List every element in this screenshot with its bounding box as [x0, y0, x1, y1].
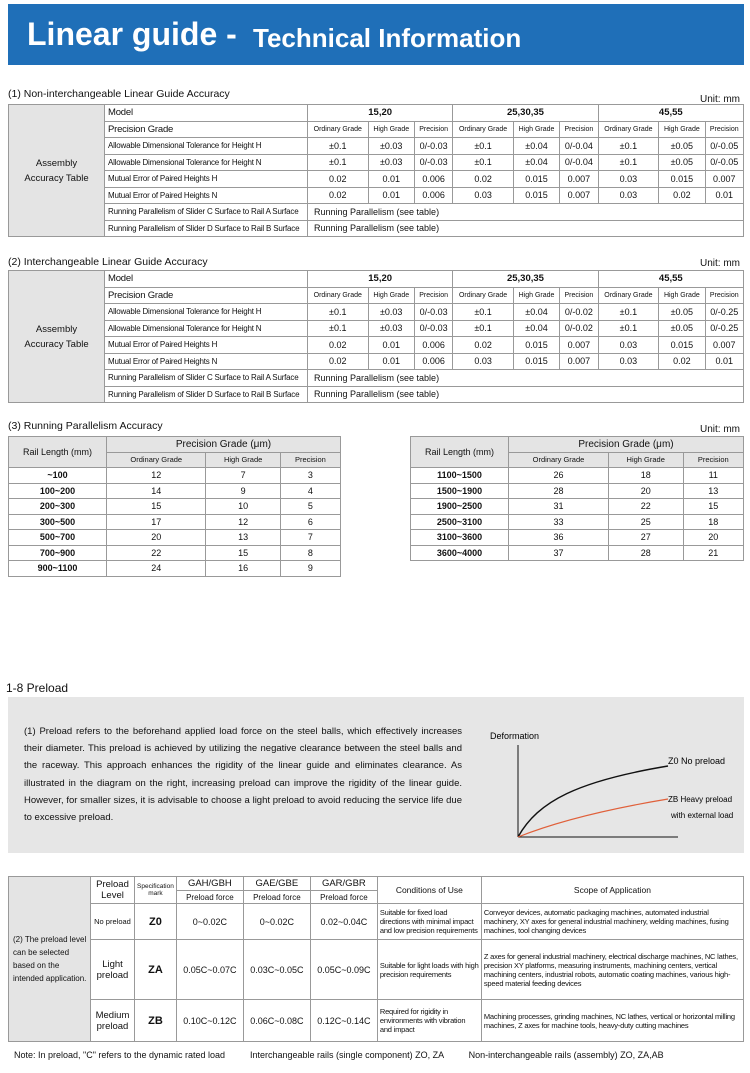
sec2-title: (2) Interchangeable Linear Guide Accuracy: [8, 256, 208, 268]
span-value: Running Parallelism (see table): [308, 386, 744, 403]
sec2-accuracy-table: [8, 270, 744, 403]
value-cell: ±0.1: [308, 154, 369, 171]
value-cell: 12: [107, 468, 206, 484]
row-label: Running Parallelism of Slider C Surface to Rail A Surface: [105, 370, 308, 387]
value-cell: ±0.05: [659, 304, 705, 321]
value-cell: 0.03: [598, 353, 659, 370]
value-cell: 0.015: [513, 353, 559, 370]
value-cell: ±0.04: [513, 304, 559, 321]
rail-length-header: Rail Length (mm): [9, 437, 107, 468]
series-header: GAH/GBH: [176, 877, 243, 891]
value-cell: 20: [683, 530, 743, 546]
value-cell: 15: [107, 499, 206, 515]
grade-header: Ordinary Grade: [598, 121, 659, 138]
value-cell: 0.01: [368, 187, 414, 204]
preload-force-header: Preload force: [243, 891, 310, 904]
row-label: Allowable Dimensional Tolerance for Height H: [105, 138, 308, 155]
preload-force-value: 0.05C~0.07C: [176, 940, 243, 1000]
grade-header: Precision: [414, 121, 452, 138]
value-cell: 0/-0.03: [414, 320, 452, 337]
value-cell: 16: [206, 561, 280, 577]
preload-force-value: 0.10C~0.12C: [176, 1000, 243, 1042]
value-cell: 0.007: [560, 187, 598, 204]
value-cell: 22: [107, 545, 206, 561]
table-row: [9, 304, 744, 321]
value-cell: 28: [509, 483, 609, 499]
value-cell: ±0.05: [659, 320, 705, 337]
model-group: 15,20: [308, 105, 453, 122]
model-group: 25,30,35: [453, 271, 598, 288]
value-cell: 24: [107, 561, 206, 577]
conditions-text: Required for rigidity in environments with vibration and impact: [377, 1000, 481, 1042]
value-cell: 7: [206, 468, 280, 484]
table-row: [9, 561, 341, 577]
grade-header: High Grade: [513, 121, 559, 138]
value-cell: 12: [206, 514, 280, 530]
span-value: Running Parallelism (see table): [308, 220, 744, 237]
preload-level-table: [8, 876, 744, 1042]
rail-length-cell: 900~1100: [9, 561, 107, 577]
sec1-title: (1) Non-interchangeable Linear Guide Accuracy: [8, 88, 230, 100]
spec-code: Z0: [135, 904, 177, 940]
value-cell: 0.006: [414, 353, 452, 370]
preload-force-value: 0~0.02C: [243, 904, 310, 940]
row-label: Mutual Error of Paired Heights H: [105, 337, 308, 354]
rail-length-header: Rail Length (mm): [411, 437, 509, 468]
table-row: [9, 483, 341, 499]
value-cell: 15: [206, 545, 280, 561]
conditions-text: Suitable for light loads with high precision requirements: [377, 940, 481, 1000]
value-cell: ±0.03: [368, 154, 414, 171]
value-cell: ±0.1: [308, 304, 369, 321]
row-label: Mutual Error of Paired Heights N: [105, 187, 308, 204]
preload-box: [8, 697, 744, 853]
value-cell: ±0.1: [453, 304, 514, 321]
value-cell: 0/-0.02: [560, 320, 598, 337]
value-cell: 0.02: [659, 353, 705, 370]
value-cell: 0.02: [308, 353, 369, 370]
table-row: [9, 287, 744, 304]
grade-header: Ordinary Grade: [308, 287, 369, 304]
value-cell: 0/-0.05: [705, 138, 743, 155]
grade-header: High Grade: [659, 287, 705, 304]
preload-force-header: Preload force: [310, 891, 377, 904]
value-cell: 0.006: [414, 337, 452, 354]
value-cell: 0.03: [598, 187, 659, 204]
value-cell: 0/-0.03: [414, 154, 452, 171]
row-label: Allowable Dimensional Tolerance for Height N: [105, 320, 308, 337]
spec-code: ZB: [135, 1000, 177, 1042]
preload-level: Light preload: [91, 940, 135, 1000]
value-cell: 27: [608, 530, 683, 546]
value-cell: 0/-0.04: [560, 154, 598, 171]
running-parallelism-table-left: [8, 436, 341, 577]
value-cell: 0.02: [659, 187, 705, 204]
table-row: [9, 877, 744, 891]
value-cell: ±0.1: [453, 138, 514, 155]
scope-text: Z axes for general industrial machinery, electrical discharge machines, NC lathes, precision XY platforms, measuring instruments, machining centers, vertical machining centers, industrial robots, automatic coating machines, various high-speed material feeding devices: [481, 940, 743, 1000]
row-label: Running Parallelism of Slider D Surface to Rail B Surface: [105, 220, 308, 237]
value-cell: ±0.03: [368, 304, 414, 321]
value-cell: 22: [608, 499, 683, 515]
value-cell: 26: [509, 468, 609, 484]
value-cell: 0.01: [705, 187, 743, 204]
value-cell: 0.02: [453, 171, 514, 188]
spec-mark-header: Specification mark: [135, 877, 177, 904]
value-cell: 0.007: [560, 171, 598, 188]
grade-header: High Grade: [608, 452, 683, 468]
preload-side-note: (2) The preload level can be selected based on the intended application.: [9, 877, 91, 1042]
model-group: 45,55: [598, 105, 743, 122]
value-cell: 5: [280, 499, 340, 515]
value-cell: 0/-0.03: [414, 304, 452, 321]
table-row: [9, 904, 744, 940]
grade-header: Precision: [280, 452, 340, 468]
value-cell: ±0.05: [659, 154, 705, 171]
value-cell: 0.007: [705, 171, 743, 188]
value-cell: 0.02: [308, 337, 369, 354]
table-row: [9, 187, 744, 204]
value-cell: 0/-0.25: [705, 304, 743, 321]
value-cell: 0/-0.03: [414, 138, 452, 155]
deformation-label: Deformation: [490, 731, 540, 741]
zb-label-2: with external load: [671, 811, 734, 820]
span-value: Running Parallelism (see table): [308, 204, 744, 221]
model-group: 45,55: [598, 271, 743, 288]
value-cell: ±0.1: [453, 154, 514, 171]
preload-text: (1) Preload refers to the beforehand applied load force on the steel balls, which effectively increases their diameter. This preload is achieved by utilizing the negative clearance between the steel balls and the raceway. This approach enhances the rigidity of the linear guide and eliminates clearance. As illustrated in the diagram on the right, increasing preload can improve the rigidity of the linear guide. However, for smaller sizes, it is advisable to choose a light preload to avoid reducing the service life due to excessive preload.: [24, 726, 462, 824]
value-cell: 11: [683, 468, 743, 484]
grade-header: Precision: [683, 452, 743, 468]
value-cell: 33: [509, 514, 609, 530]
precision-grade-header: Precision Grade (μm): [107, 437, 341, 453]
rail-length-cell: 3600~4000: [411, 545, 509, 561]
sec1-unit: Unit: mm: [700, 94, 740, 105]
value-cell: 14: [107, 483, 206, 499]
rail-length-cell: 200~300: [9, 499, 107, 515]
preload-level-header: Preload Level: [91, 877, 135, 904]
value-cell: 0.006: [414, 187, 452, 204]
value-cell: 25: [608, 514, 683, 530]
preload-force-header: Preload force: [176, 891, 243, 904]
sec3-title: (3) Running Parallelism Accuracy: [8, 420, 163, 432]
value-cell: ±0.1: [598, 304, 659, 321]
row-label: Allowable Dimensional Tolerance for Height N: [105, 154, 308, 171]
rail-length-cell: 1500~1900: [411, 483, 509, 499]
value-cell: 8: [280, 545, 340, 561]
value-cell: ±0.04: [513, 154, 559, 171]
value-cell: 0.02: [308, 171, 369, 188]
value-cell: 0.006: [414, 171, 452, 188]
rail-length-cell: 100~200: [9, 483, 107, 499]
grade-header: Ordinary Grade: [107, 452, 206, 468]
preload-note: Note: In preload, "C" refers to the dynamic rated load Interchangeable rails (single component) ZO, ZA Non-interchangeable rails (assembly) ZO, ZA,AB: [14, 1050, 664, 1060]
value-cell: 4: [280, 483, 340, 499]
table-row: [9, 1000, 744, 1042]
value-cell: 18: [683, 514, 743, 530]
table-row: [9, 499, 341, 515]
sec2-unit: Unit: mm: [700, 258, 740, 269]
spec-code: ZA: [135, 940, 177, 1000]
table-row: [9, 320, 744, 337]
preload-force-value: 0.06C~0.08C: [243, 1000, 310, 1042]
side-label: Assembly Accuracy Table: [9, 271, 105, 403]
conditions-text: Suitable for fixed load directions with minimal impact and low precision requirements: [377, 904, 481, 940]
table-row: [9, 337, 744, 354]
value-cell: 0.015: [513, 187, 559, 204]
value-cell: 31: [509, 499, 609, 515]
grade-header: Ordinary Grade: [453, 287, 514, 304]
conditions-header: Conditions of Use: [377, 877, 481, 904]
rail-length-cell: ~100: [9, 468, 107, 484]
zb-curve: [518, 799, 668, 837]
rail-length-cell: 500~700: [9, 530, 107, 546]
value-cell: ±0.1: [598, 320, 659, 337]
value-cell: 20: [608, 483, 683, 499]
value-cell: 15: [683, 499, 743, 515]
preload-level: Medium preload: [91, 1000, 135, 1042]
value-cell: 0.007: [705, 337, 743, 354]
table-row: [9, 204, 744, 221]
sec3-unit: Unit: mm: [700, 424, 740, 435]
value-cell: ±0.03: [368, 320, 414, 337]
value-cell: 3: [280, 468, 340, 484]
preload-title: 1-8 Preload: [6, 681, 69, 695]
value-cell: 18: [608, 468, 683, 484]
side-label: Assembly Accuracy Table: [9, 105, 105, 237]
model-label: Model: [105, 271, 308, 288]
banner-subtitle: Technical Information: [253, 23, 522, 53]
table-row: [411, 530, 744, 546]
table-row: [411, 499, 744, 515]
value-cell: ±0.1: [308, 138, 369, 155]
table-row: [9, 940, 744, 1000]
value-cell: 0.03: [598, 171, 659, 188]
table-row: [9, 530, 341, 546]
grade-header: High Grade: [206, 452, 280, 468]
value-cell: 0.015: [513, 171, 559, 188]
value-cell: 0/-0.02: [560, 304, 598, 321]
grade-header: High Grade: [659, 121, 705, 138]
header-banner: [8, 4, 744, 65]
preload-force-value: 0~0.02C: [176, 904, 243, 940]
table-row: [9, 468, 341, 484]
rail-length-cell: 1100~1500: [411, 468, 509, 484]
grade-header: Precision: [414, 287, 452, 304]
table-row: [9, 121, 744, 138]
value-cell: 0.02: [453, 337, 514, 354]
series-header: GAR/GBR: [310, 877, 377, 891]
table-row: [9, 138, 744, 155]
value-cell: ±0.1: [598, 154, 659, 171]
value-cell: 0.03: [453, 187, 514, 204]
value-cell: 0.007: [560, 353, 598, 370]
preload-level: No preload: [91, 904, 135, 940]
table-row: [9, 370, 744, 387]
rail-length-cell: 1900~2500: [411, 499, 509, 515]
table-row: [411, 468, 744, 484]
table-row: [9, 105, 744, 122]
value-cell: 36: [509, 530, 609, 546]
value-cell: 0.015: [659, 337, 705, 354]
row-label: Allowable Dimensional Tolerance for Height H: [105, 304, 308, 321]
precision-grade-label: Precision Grade: [105, 121, 308, 138]
row-label: Mutual Error of Paired Heights H: [105, 171, 308, 188]
table-row: [9, 220, 744, 237]
row-label: Running Parallelism of Slider D Surface to Rail B Surface: [105, 386, 308, 403]
value-cell: ±0.05: [659, 138, 705, 155]
table-row: [411, 514, 744, 530]
banner-title: Linear guide -: [27, 16, 237, 52]
model-label: Model: [105, 105, 308, 122]
value-cell: 13: [683, 483, 743, 499]
value-cell: 0/-0.04: [560, 138, 598, 155]
table-row: [9, 154, 744, 171]
value-cell: 28: [608, 545, 683, 561]
value-cell: ±0.1: [598, 138, 659, 155]
row-label: Running Parallelism of Slider C Surface to Rail A Surface: [105, 204, 308, 221]
preload-force-value: 0.12C~0.14C: [310, 1000, 377, 1042]
value-cell: 0.01: [368, 337, 414, 354]
precision-grade-header: Precision Grade (μm): [509, 437, 744, 453]
value-cell: 0.03: [453, 353, 514, 370]
z0-curve: [518, 766, 668, 837]
value-cell: 0.02: [308, 187, 369, 204]
value-cell: 17: [107, 514, 206, 530]
table-row: [9, 353, 744, 370]
preload-force-value: 0.05C~0.09C: [310, 940, 377, 1000]
value-cell: 9: [206, 483, 280, 499]
value-cell: 0.015: [659, 171, 705, 188]
model-group: 25,30,35: [453, 105, 598, 122]
value-cell: 0.007: [560, 337, 598, 354]
value-cell: ±0.04: [513, 138, 559, 155]
grade-header: Precision: [560, 121, 598, 138]
z0-label: Z0 No preload: [668, 756, 726, 766]
scope-text: Conveyor devices, automatic packaging machines, automated industrial machinery, XY axes for general industrial machinery, welding machines, fusing machines, tool changing devices: [481, 904, 743, 940]
table-row: [9, 514, 341, 530]
grade-header: Precision: [705, 287, 743, 304]
model-group: 15,20: [308, 271, 453, 288]
table-row: [9, 545, 341, 561]
table-row: [9, 171, 744, 188]
grade-header: High Grade: [368, 121, 414, 138]
grade-header: Ordinary Grade: [453, 121, 514, 138]
rail-length-cell: 2500~3100: [411, 514, 509, 530]
grade-header: Ordinary Grade: [308, 121, 369, 138]
sec1-accuracy-table: [8, 104, 744, 237]
row-label: Mutual Error of Paired Heights N: [105, 353, 308, 370]
series-header: GAE/GBE: [243, 877, 310, 891]
preload-force-value: 0.03C~0.05C: [243, 940, 310, 1000]
zb-label: ZB Heavy preload: [668, 795, 733, 804]
table-row: [411, 545, 744, 561]
precision-grade-label: Precision Grade: [105, 287, 308, 304]
table-row: [411, 483, 744, 499]
value-cell: 37: [509, 545, 609, 561]
scope-header: Scope of Application: [481, 877, 743, 904]
value-cell: ±0.03: [368, 138, 414, 155]
scope-text: Machining processes, grinding machines, NC lathes, vertical or horizontal milling machines, Z axes for machine tools, heavy-duty cutting machines: [481, 1000, 743, 1042]
value-cell: 6: [280, 514, 340, 530]
value-cell: 0/-0.25: [705, 320, 743, 337]
rail-length-cell: 300~500: [9, 514, 107, 530]
value-cell: 9: [280, 561, 340, 577]
grade-header: Precision: [705, 121, 743, 138]
running-parallelism-table-right: [410, 436, 744, 561]
value-cell: 0/-0.05: [705, 154, 743, 171]
table-row: [9, 271, 744, 288]
rail-length-cell: 3100~3600: [411, 530, 509, 546]
value-cell: 0.03: [598, 337, 659, 354]
value-cell: 10: [206, 499, 280, 515]
grade-header: High Grade: [513, 287, 559, 304]
value-cell: 20: [107, 530, 206, 546]
value-cell: 0.01: [705, 353, 743, 370]
span-value: Running Parallelism (see table): [308, 370, 744, 387]
value-cell: 0.015: [513, 337, 559, 354]
rail-length-cell: 700~900: [9, 545, 107, 561]
grade-header: Precision: [560, 287, 598, 304]
value-cell: ±0.1: [453, 320, 514, 337]
value-cell: 0.01: [368, 353, 414, 370]
value-cell: 0.01: [368, 171, 414, 188]
grade-header: Ordinary Grade: [509, 452, 609, 468]
value-cell: 13: [206, 530, 280, 546]
table-row: [9, 386, 744, 403]
table-row: [411, 437, 744, 453]
value-cell: 7: [280, 530, 340, 546]
grade-header: High Grade: [368, 287, 414, 304]
table-row: [9, 437, 341, 453]
value-cell: 21: [683, 545, 743, 561]
preload-force-value: 0.02~0.04C: [310, 904, 377, 940]
value-cell: ±0.1: [308, 320, 369, 337]
preload-diagram: [478, 709, 740, 843]
grade-header: Ordinary Grade: [598, 287, 659, 304]
value-cell: ±0.04: [513, 320, 559, 337]
